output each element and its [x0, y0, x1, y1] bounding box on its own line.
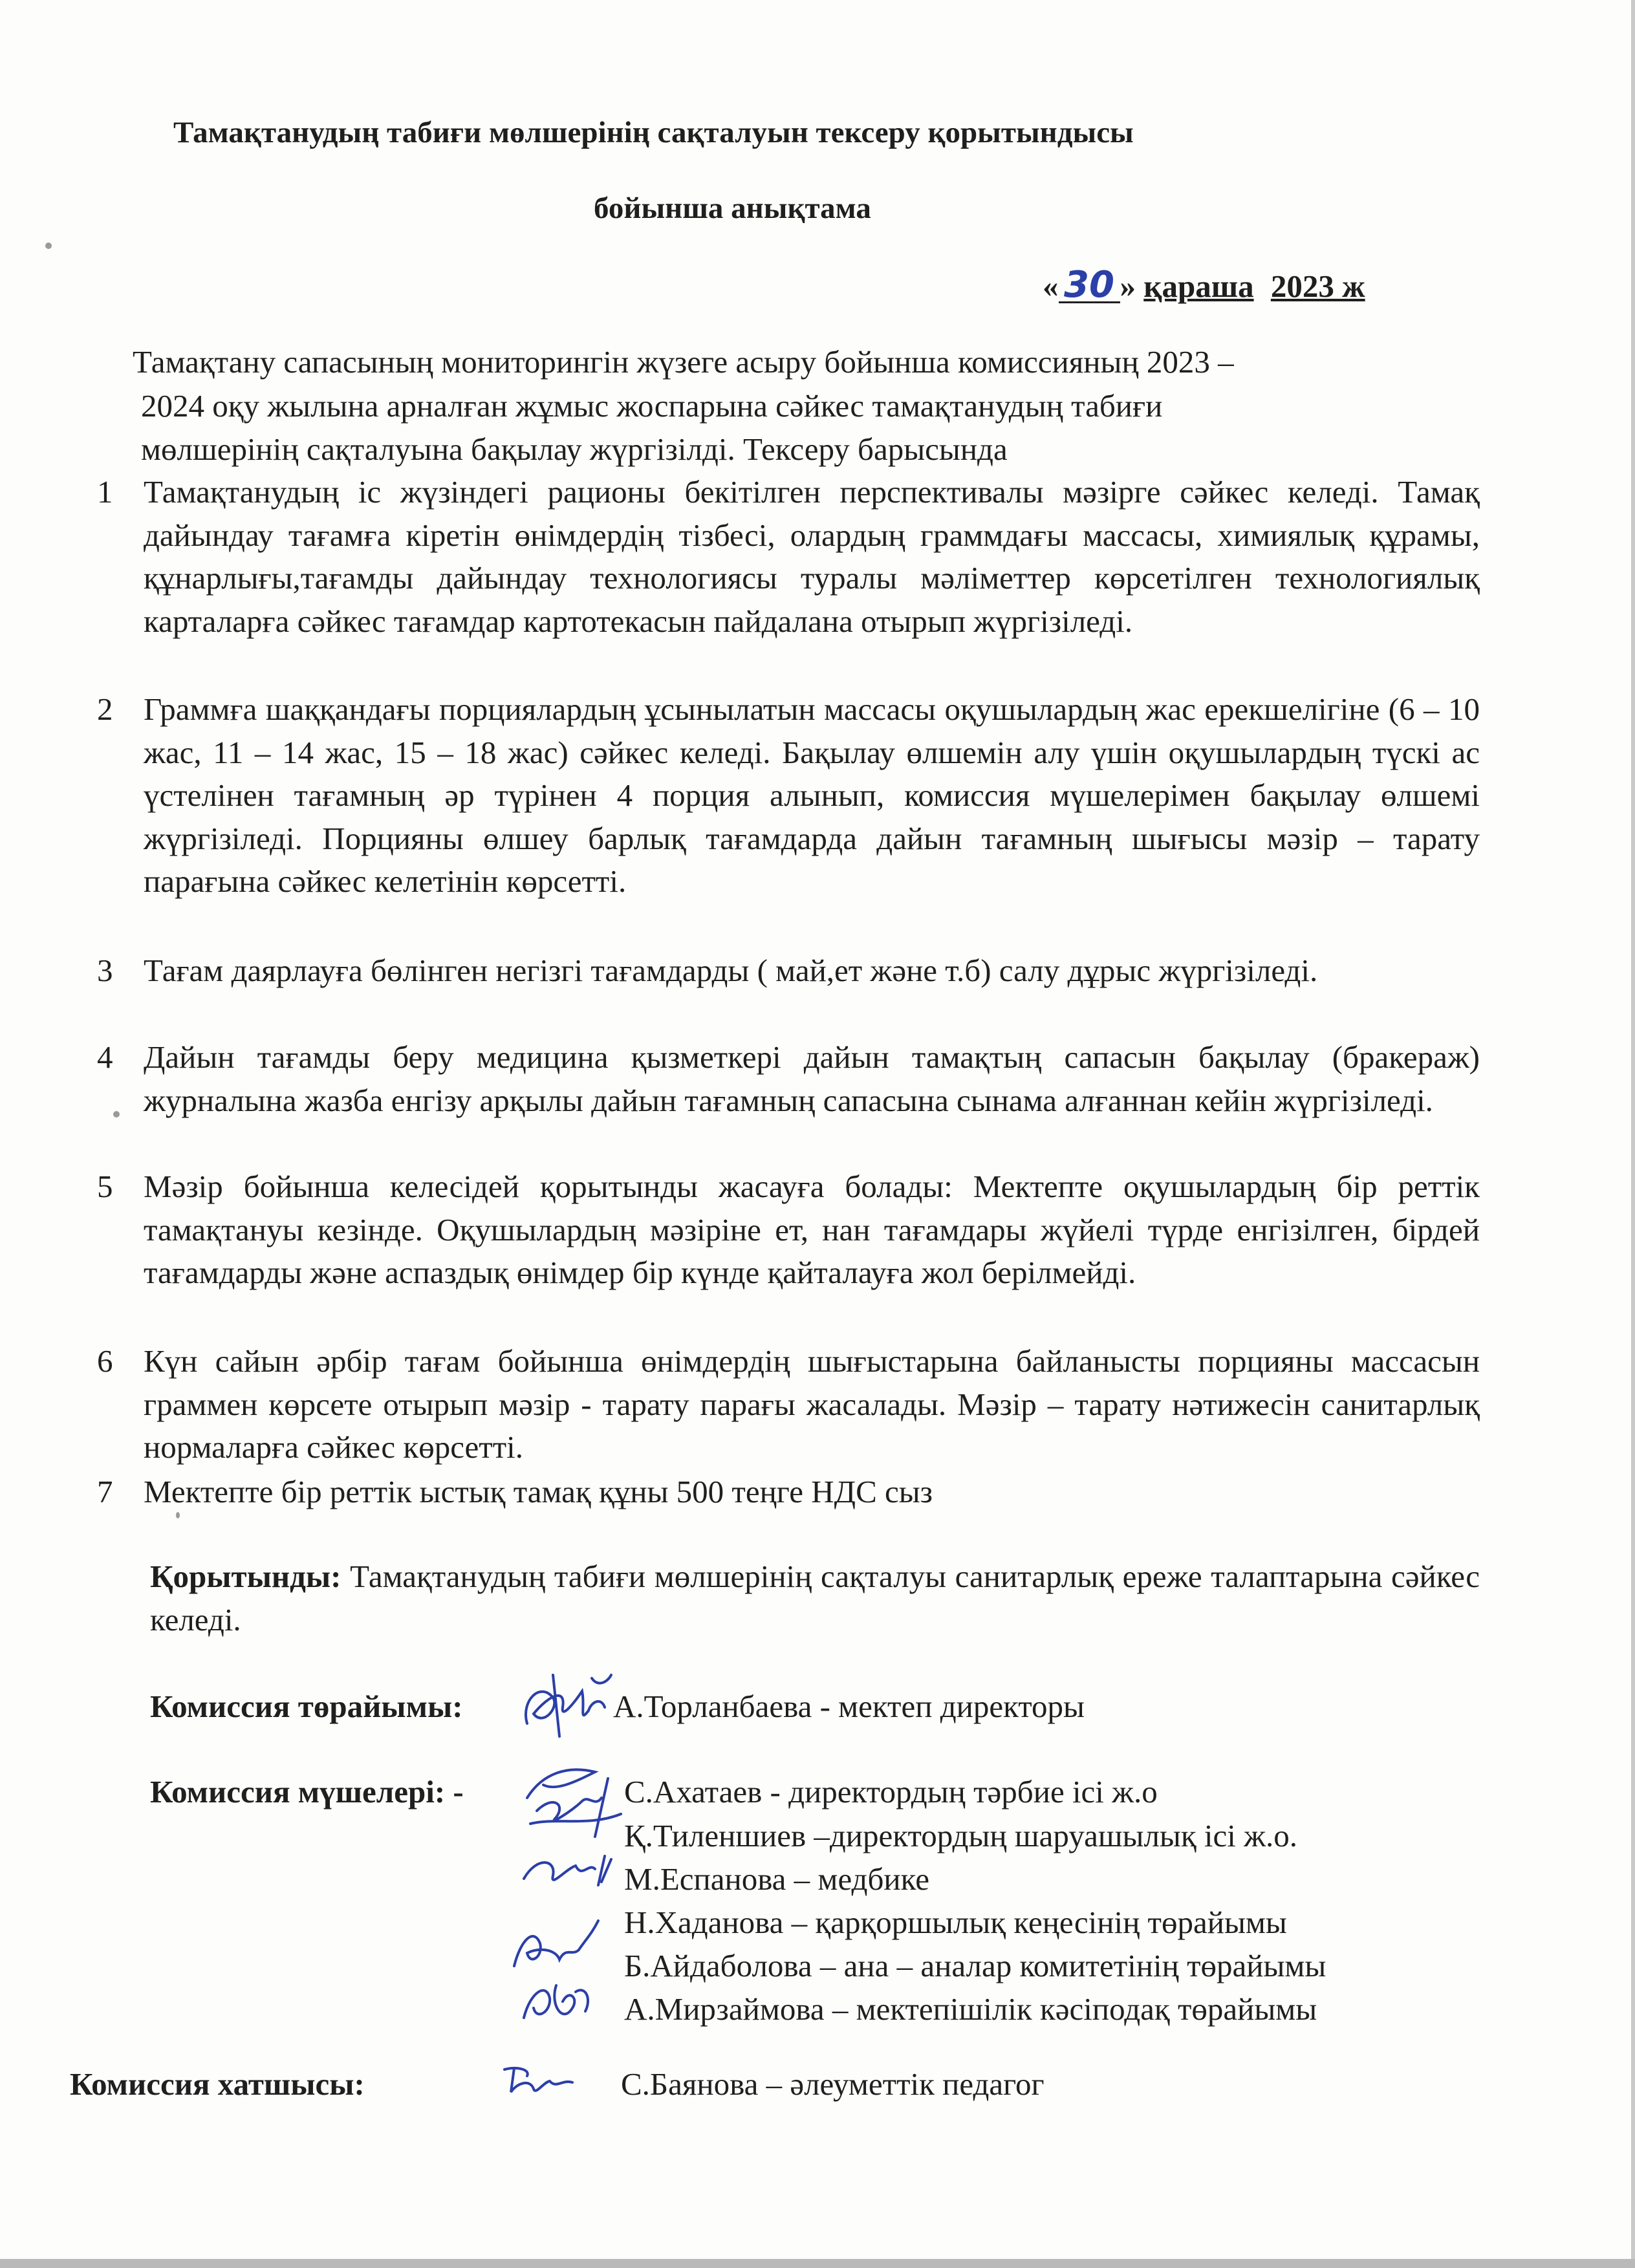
scan-speck [113, 1111, 120, 1118]
member-signature-1-icon [517, 1746, 627, 1843]
item-number-4: 4 [97, 1039, 113, 1075]
item-text-2: Граммға шаққандағы порциялардың ұсынылатын массасы оқушылардың жас ерекшелігіне (6 – 10 жас, 11 – 14 жас, 15 – 18 жас) сәйкес келеді. Бақылау өлшемін алу үшін оқушылардың түскі ас үстелінен тағамның әр түрінен 4 порция алынып, комиссия мүшелерімен бақылау өлшемі жүргізіледі. Порцияны өлшеу барлық тағамдарда дайын тағамның шығысы мәзір – тарату парағына сәйкес келетінін көрсетті. [144, 691, 1480, 899]
item-number-5: 5 [97, 1169, 113, 1204]
item-number-3: 3 [97, 953, 113, 988]
chair-label: Комиссия төрайымы: [150, 1689, 463, 1724]
scan-speck [176, 1512, 180, 1518]
item-number-7: 7 [97, 1474, 113, 1509]
item-number-1: 1 [97, 474, 113, 510]
title-line-2: бойынша анықтама [594, 191, 871, 225]
intro-line-2: 2024 оқу жылына арналған жұмыс жоспарына сәйкес тамақтанудың табиғи [141, 388, 1163, 424]
date-day: 30 [1059, 269, 1120, 303]
member-signature-3-icon [501, 1914, 611, 1979]
document-date [1043, 265, 1365, 308]
item-text-3: Тағам даярлауға бөлінген негізгі тағамдарды ( май,ет және т.б) салу дұрыс жүргізіледі. [144, 953, 1318, 988]
item-number-2: 2 [97, 691, 113, 727]
member-line-3: М.Еспанова – медбике [624, 1861, 929, 1897]
conclusion [150, 1555, 1480, 1641]
secretary-label: Комиссия хатшысы: [70, 2066, 365, 2102]
member-line-2: Қ.Тиленшиев –директордың шаруашылық ісі ж.о. [624, 1818, 1297, 1853]
member-line-1: С.Ахатаев - директордың тәрбие ісі ж.о [624, 1774, 1158, 1809]
members-label: Комиссия мүшелері: - [150, 1774, 464, 1809]
item-text-1: Тамақтанудың іс жүзіндегі рационы бекітілген перспективалы мәзірге сәйкес келеді. Тамақ дайындау тағамға кіретін өнімдердің тізбесі, олардың граммдағы массасы, химиялық құрамы, құнарлығы,тағамды дайындау технологиясы туралы мәліметтер көрсетілген технологиялық карталарға сәйкес тағамдар картотекасын пайдалана отырып жүргізіледі. [144, 474, 1480, 639]
member-line-6: А.Мирзаймова – мектепішілік кәсіподақ төрайымы [624, 1991, 1317, 2027]
conclusion-label: Қорытынды: [150, 1559, 341, 1594]
chair-name: А.Торланбаева - мектеп директоры [613, 1689, 1085, 1724]
item-text-5: Мәзір бойынша келесідей қорытынды жасауға болады: Мектепте оқушылардың бір реттік тамақтануы кезінде. Оқушылардың мәзіріне ет, нан тағамдары жүйелі түрде енгізілген, бірдей тағамдарды және аспаздық өнімдер бір күнде қайталауға жол берілмейді. [144, 1169, 1480, 1290]
conclusion-text: Тамақтанудың табиғи мөлшерінің сақталуы санитарлық ереже талаптарына сәйкес келеді. [150, 1559, 1480, 1637]
member-signature-2-icon [517, 1843, 621, 1895]
title-line-1: Тамақтанудың табиғи мөлшерінің сақталуын тексеру қорытындысы [173, 116, 1134, 149]
member-line-5: Б.Айдаболова – ана – аналар комитетінің төрайымы [624, 1948, 1326, 1983]
item-text-4: Дайын тағамды беру медицина қызметкері дайын тамақтың сапасын бақылау (бракераж) журналына жазба енгізу арқылы дайын тағамның сапасына сынама алғаннан кейін жүргізіледі. [144, 1039, 1480, 1118]
date-month: қараша [1143, 268, 1254, 304]
secretary-signature-icon [498, 2057, 582, 2102]
scan-edge-right [1631, 0, 1635, 2268]
item-text-6: Күн сайын әрбір тағам бойынша өнімдердің шығыстарына байланысты порцияны массасын граммен көрсете отырып мәзір - тарату парағы жасалады. Мәзір – тарату нәтижесін санитарлық нормаларға сәйкес көрсетті. [144, 1343, 1480, 1465]
item-text-7: Мектепте бір реттік ыстық тамақ құны 500 теңге НДС сыз [144, 1474, 933, 1509]
member-line-4: Н.Хаданова – қарқоршылық кеңесінің төрайымы [624, 1905, 1287, 1940]
scan-speck [45, 243, 52, 249]
member-signature-4-icon [511, 1972, 601, 2031]
intro-line-3: мөлшерінің сақталуына бақылау жүргізілді. Тексеру барысында [141, 431, 1008, 467]
chair-signature-icon [514, 1662, 621, 1746]
date-open-quote: « [1043, 268, 1059, 304]
date-close-quote: » [1120, 268, 1136, 304]
scan-edge-bottom [0, 2259, 1635, 2268]
intro-line-1: Тамақтану сапасының мониторингін жүзеге асыру бойынша комиссияның 2023 – [133, 344, 1234, 380]
date-year: 2023 ж [1270, 268, 1365, 304]
item-number-6: 6 [97, 1343, 113, 1379]
secretary-name: С.Баянова – әлеуметтік педагог [621, 2066, 1045, 2102]
